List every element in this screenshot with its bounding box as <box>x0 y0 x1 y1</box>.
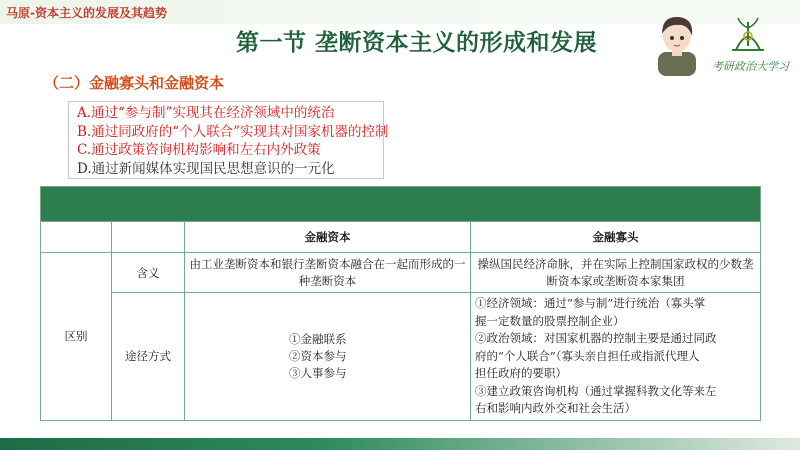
list-item: 担任政府的要职） <box>475 366 567 380</box>
row-label-ways: 途径方式 <box>112 293 185 421</box>
finance-capital-ways <box>185 293 471 421</box>
logo-text: 考研政治大学习 <box>712 60 789 73</box>
option-a: A.通过“参与制”实现其在经济领域中的统治 <box>77 105 335 121</box>
list-item: ①经济领域：通过“参与制”进行统治（寡头掌 <box>475 296 706 310</box>
brand-logo <box>648 12 796 78</box>
group-label-difference: 区别 <box>41 253 112 421</box>
options-box <box>68 101 389 179</box>
avatar-icon <box>648 12 706 76</box>
col-header-finance-capital: 金融资本 <box>185 222 471 253</box>
list-item: ①金融联系 <box>289 331 347 346</box>
page-title: 第一节 垄断资本主义的形成和发展 <box>236 30 598 56</box>
table-column-header-row <box>41 222 761 253</box>
comparison-table <box>40 186 760 415</box>
empty-header-cell <box>112 222 185 253</box>
option-d: D.通过新闻媒体实现国民思想意识的一元化 <box>77 160 335 177</box>
finance-oligarchy-meaning: 操纵国民经济命脉，并在实际上控制国家政权的少数垄断资本家或垄断资本家集团 <box>471 253 761 293</box>
footer-bar <box>0 438 800 450</box>
list-item: 右和影响内政外交和社会生活） <box>475 401 636 415</box>
emblem-icon <box>726 16 770 56</box>
list-item: 府的“个人联合”（寡头亲自担任或指派代理人 <box>475 348 700 363</box>
table-row-meaning <box>41 253 761 293</box>
green-band <box>41 187 761 222</box>
course-label: 马原-资本主义的发展及其趋势 <box>6 6 167 20</box>
table-row-ways <box>41 293 761 421</box>
option-c: C.通过政策咨询机构影响和左右内外政策 <box>77 142 321 158</box>
list-item: ②政治领域：对国家机器的控制主要是通过同政 <box>475 331 717 345</box>
list-item: ③人事参与 <box>289 365 347 380</box>
section-heading: （二）金融寡头和金融资本 <box>44 74 225 92</box>
finance-oligarchy-ways <box>471 293 761 421</box>
empty-header-cell <box>41 222 112 253</box>
col-header-finance-oligarchy: 金融寡头 <box>471 222 761 253</box>
list-item: 握一定数量的股票控制企业） <box>475 313 625 328</box>
list-item: ②资本参与 <box>289 348 347 363</box>
option-b: B.通过同政府的“个人联合”实现其对国家机器的控制 <box>77 123 389 140</box>
list-item: ③建立政策咨询机构（通过掌握科教文化等来左 <box>475 383 717 398</box>
finance-capital-meaning: 由工业垄断资本和银行垄断资本融合在一起而形成的一种垄断资本 <box>185 253 471 293</box>
table-header-band <box>41 187 761 222</box>
row-label-meaning: 含义 <box>112 253 185 293</box>
